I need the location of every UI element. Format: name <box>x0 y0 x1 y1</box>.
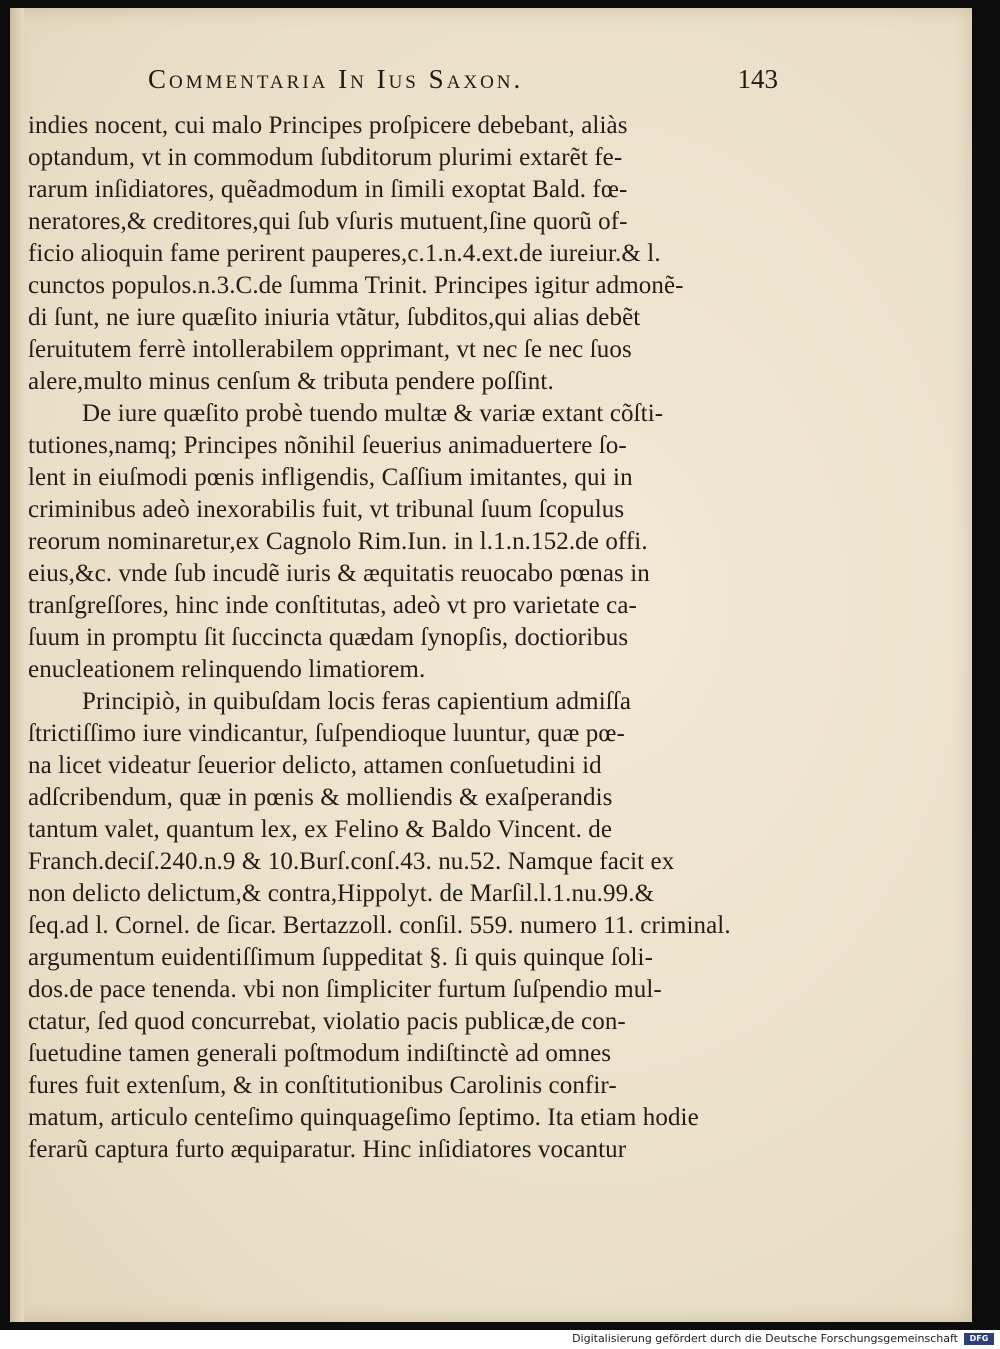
text-line: cunctos populos.n.3.C.de ſumma Trinit. Principes igitur admonẽ- <box>28 272 684 299</box>
dfg-logo: DFG <box>964 1333 994 1345</box>
text-line: lent in eiuſmodi pœnis infligendis, Caſſium imitantes, qui in <box>28 464 633 491</box>
text-line: tranſgreſſores, hinc inde conſtitutas, adeò vt pro varietate ca- <box>28 592 637 619</box>
book-page <box>10 8 972 1322</box>
text-line: argumentum euidentiſſimum ſuppeditat §. ſi quis quinque ſoli- <box>28 944 654 971</box>
text-line: ſeruitutem ferrè intollerabilem opprimant, vt nec ſe nec ſuos <box>28 336 632 363</box>
text-line: ficio alioquin fame perirent pauperes,c.1.n.4.ext.de iureiur.& l. <box>28 240 661 267</box>
paragraph-start-line: Principiò, in quibuſdam locis feras capientium admiſſa <box>82 688 632 715</box>
running-title: Commentaria In Ius Saxon. <box>148 64 524 94</box>
text-line: matum, articulo centeſimo quinquageſimo ſeptimo. Ita etiam hodie <box>28 1104 699 1131</box>
text-line: enucleationem relinquendo limatiorem. <box>28 656 426 683</box>
funding-credit: Digitalisierung gefördert durch die Deutsche Forschungsgemeinschaft <box>572 1332 958 1345</box>
text-line: Franch.deciſ.240.n.9 & 10.Burſ.conſ.43. nu.52. Namque facit ex <box>28 848 675 875</box>
text-line: neratores,& creditores,qui ſub vſuris mutuent,ſine quorũ of- <box>28 208 628 235</box>
text-line: non delicto delictum,& contra,Hippolyt. de Marſil.l.1.nu.99.& <box>28 880 655 907</box>
running-head <box>148 64 778 108</box>
text-line: na licet videatur ſeuerior delicto, attamen conſuetudini id <box>28 752 602 779</box>
text-line: alere,multo minus cenſum & tributa pendere poſſint. <box>28 368 554 395</box>
text-line: reorum nominaretur,ex Cagnolo Rim.Iun. in l.1.n.152.de offi. <box>28 528 648 555</box>
text-line: ctatur, ſed quod concurrebat, violatio pacis publicæ,de con- <box>28 1008 626 1035</box>
text-line: ſuetudine tamen generali poſtmodum indiſtinctè ad omnes <box>28 1040 612 1067</box>
text-line: tutiones,namq; Principes nõnihil ſeuerius animaduertere ſo- <box>28 432 627 459</box>
text-line: di ſunt, ne iure quæſito iniuria vtãtur, ſubditos,qui alias debẽt <box>28 304 641 331</box>
text-line: ſtrictiſſimo iure vindicantur, ſuſpendioque luuntur, quæ pœ- <box>28 720 625 747</box>
text-line: tantum valet, quantum lex, ex Felino & Baldo Vincent. de <box>28 816 613 843</box>
footer-bar <box>0 1330 1000 1349</box>
text-line: rarum inſidiatores, quẽadmodum in ſimili exoptat Bald. fœ- <box>28 176 628 203</box>
text-line: ſeq.ad l. Cornel. de ſicar. Bertazzoll. conſil. 559. numero 11. criminal. <box>28 912 731 939</box>
text-line: ſuum in promptu ſit ſuccincta quædam ſynopſis, doctioribus <box>28 624 629 651</box>
text-line: adſcribendum, quæ in pœnis & molliendis & exaſperandis <box>28 784 613 811</box>
paragraph-start-line: De iure quæſito probè tuendo multæ & variæ extant cõſti- <box>82 400 664 427</box>
text-line: fures fuit extenſum, & in conſtitutionibus Carolinis confir- <box>28 1072 617 1099</box>
text-line: eius,&c. vnde ſub incudẽ iuris & æquitatis reuocabo pœnas in <box>28 560 650 587</box>
page-number: 143 <box>737 64 778 94</box>
text-line: ferarũ captura furto æquiparatur. Hinc inſidiatores vocantur <box>28 1136 627 1163</box>
body-text <box>28 110 788 1166</box>
text-line: optandum, vt in commodum ſubditorum plurimi extarẽt fe- <box>28 144 623 171</box>
page-gutter <box>10 8 24 1322</box>
text-line: criminibus adeò inexorabilis fuit, vt tribunal ſuum ſcopulus <box>28 496 625 523</box>
text-line: indies nocent, cui malo Principes proſpicere debebant, aliàs <box>28 112 628 139</box>
text-line: dos.de pace tenenda. vbi non ſimpliciter furtum ſuſpendio mul- <box>28 976 662 1003</box>
